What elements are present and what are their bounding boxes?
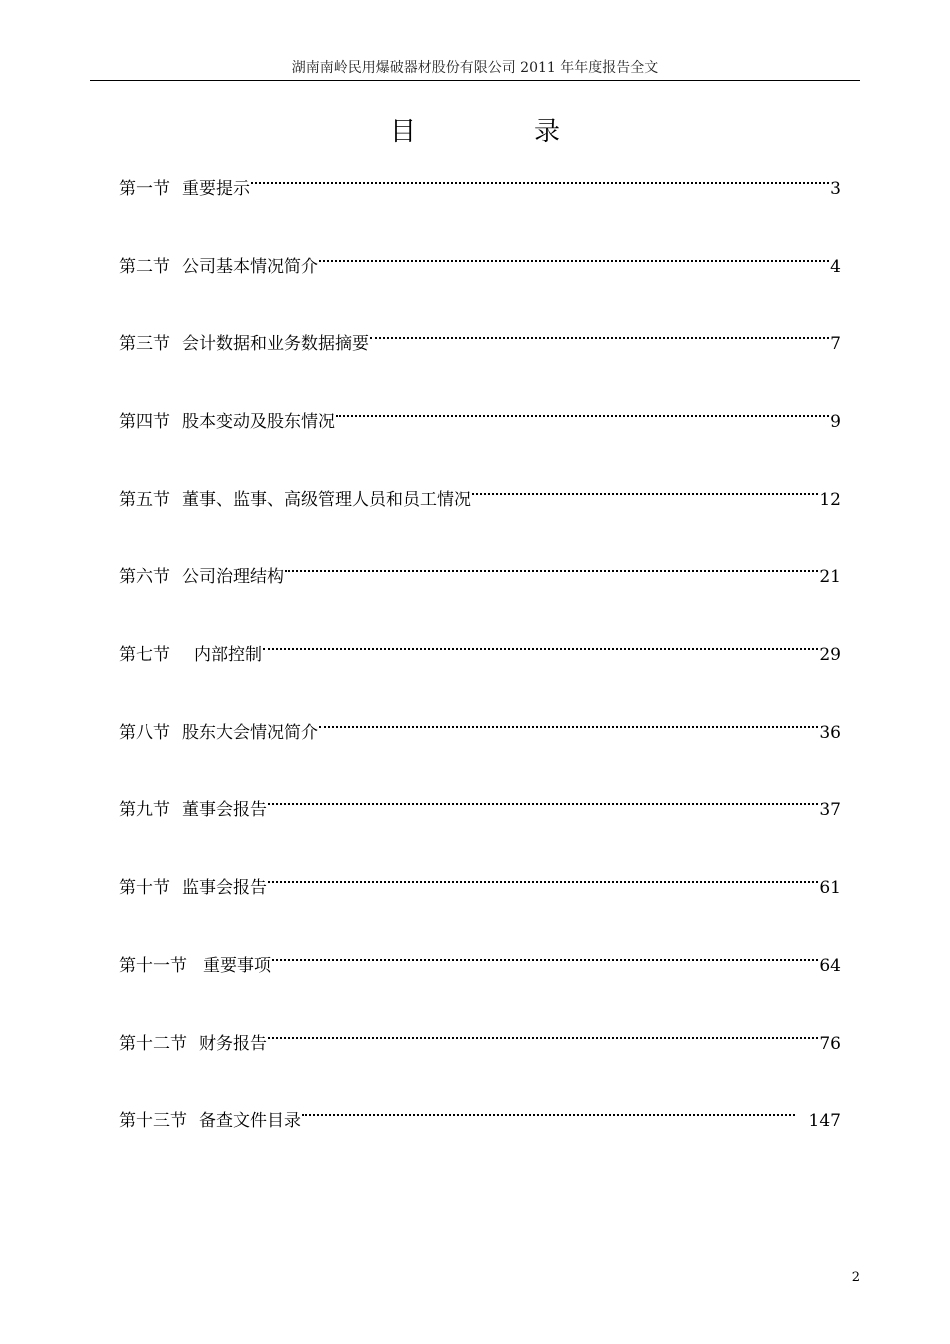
toc-entry-title: 股东大会情况简介 [182, 723, 318, 743]
toc-entry-3[interactable] [119, 321, 841, 354]
toc-entry-section: 第三节 [119, 334, 170, 354]
toc-title [0, 112, 950, 152]
toc-entry-leader [268, 865, 818, 893]
toc-entry-leader [319, 244, 829, 272]
toc-entry-title: 董事、监事、高级管理人员和员工情况 [182, 490, 471, 510]
toc-entry-page: 64 [819, 956, 841, 976]
toc-entry-section: 第二节 [119, 257, 170, 277]
page-number: 2 [851, 1270, 860, 1285]
toc-entry-title: 会计数据和业务数据摘要 [182, 334, 369, 354]
toc-entry-title: 内部控制 [194, 645, 262, 665]
toc-entry-2[interactable] [119, 244, 841, 277]
toc-entry-section: 第四节 [119, 412, 170, 432]
toc-entry-leader [472, 477, 818, 505]
toc-entry-8[interactable] [119, 710, 841, 743]
toc-entry-title: 财务报告 [199, 1034, 267, 1054]
toc-entry-10[interactable] [119, 865, 841, 898]
toc-entry-5[interactable] [119, 477, 841, 510]
toc-entry-page: 21 [819, 567, 841, 587]
toc-entry-section: 第九节 [119, 800, 170, 820]
toc-entry-page: 9 [830, 412, 841, 432]
toc-entry-section: 第十三节 [119, 1111, 187, 1131]
toc-entry-title: 监事会报告 [182, 878, 267, 898]
toc-entry-title: 重要事项 [203, 956, 271, 976]
toc-entry-leader [263, 632, 818, 660]
toc-entry-leader [268, 787, 818, 815]
toc-entry-title: 公司基本情况简介 [182, 257, 318, 277]
header-divider [90, 80, 860, 81]
toc-entry-page: 4 [830, 257, 841, 277]
toc-entry-section: 第一节 [119, 179, 170, 199]
toc-entry-12[interactable] [119, 1021, 841, 1054]
toc-entry-title: 股本变动及股东情况 [182, 412, 335, 432]
toc-entry-page: 147 [808, 1111, 841, 1131]
toc-entry-13[interactable] [119, 1098, 841, 1131]
toc-entry-9[interactable] [119, 787, 841, 820]
toc-entry-4[interactable] [119, 399, 841, 432]
toc-title-char-1: 目 [389, 117, 416, 147]
toc-entry-title: 董事会报告 [182, 800, 267, 820]
toc-entry-page: 37 [819, 800, 841, 820]
toc-entry-page: 61 [819, 878, 841, 898]
toc-entry-title: 公司治理结构 [182, 567, 284, 587]
toc-entry-leader [268, 1021, 818, 1049]
toc-entry-title: 重要提示 [182, 179, 250, 199]
running-header: 湖南南岭民用爆破器材股份有限公司 2011 年年度报告全文 [291, 60, 659, 76]
toc-entry-section: 第八节 [119, 723, 170, 743]
toc-entry-6[interactable] [119, 554, 841, 587]
toc-entry-page: 76 [819, 1034, 841, 1054]
toc-entry-leader [285, 554, 818, 582]
toc-entry-section: 第六节 [119, 567, 170, 587]
toc-entry-section: 第七节 [119, 645, 170, 665]
toc-entry-leader [336, 399, 829, 427]
toc-entry-title: 备查文件目录 [199, 1111, 301, 1131]
toc-entry-page: 7 [830, 334, 841, 354]
toc-entry-page: 36 [819, 723, 841, 743]
toc-entry-leader [272, 943, 818, 971]
toc-title-char-2: 录 [534, 117, 561, 147]
toc-entry-leader [251, 166, 829, 194]
toc-entry-section: 第五节 [119, 490, 170, 510]
toc-entry-7[interactable] [119, 632, 841, 665]
toc-entry-leader [370, 321, 829, 349]
toc-entry-page: 29 [819, 645, 841, 665]
toc-entry-section: 第十一节 [119, 956, 187, 976]
toc-entry-page: 3 [830, 179, 841, 199]
toc-entry-page: 12 [819, 490, 841, 510]
toc-entry-leader [302, 1098, 795, 1126]
toc-entry-11[interactable] [119, 943, 841, 976]
toc-entry-leader [319, 710, 818, 738]
toc-entry-section: 第十二节 [119, 1034, 187, 1054]
toc-entry-section: 第十节 [119, 878, 170, 898]
toc-entry-1[interactable] [119, 166, 841, 199]
